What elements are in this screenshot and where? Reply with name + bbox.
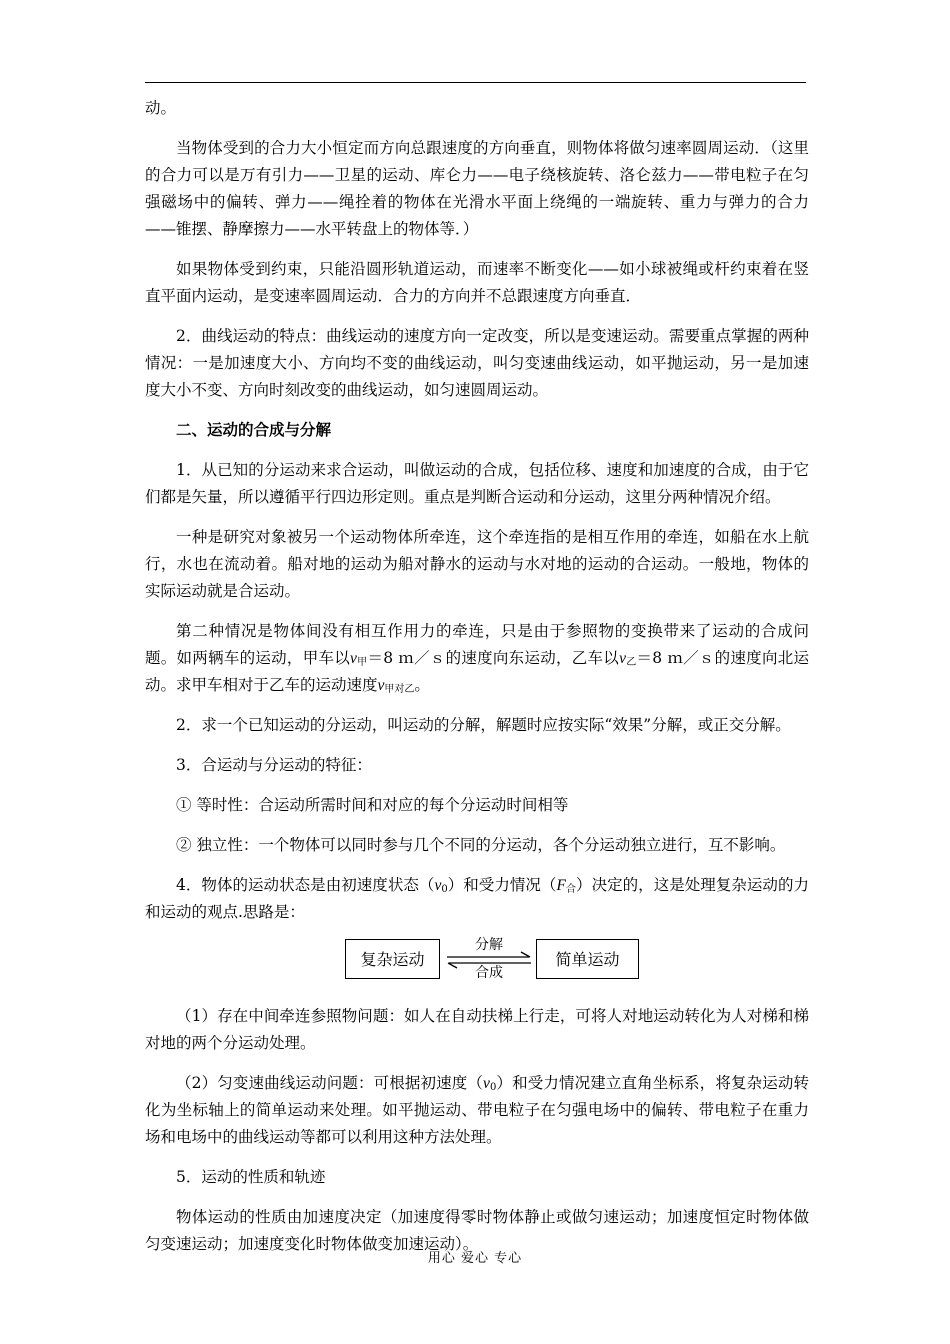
arrow-group xyxy=(445,939,533,985)
page-footer: 用心 爱心 专心 xyxy=(427,1251,523,1266)
force-symbol: F xyxy=(556,877,566,894)
document-body xyxy=(145,95,809,1271)
paragraph: 动。 xyxy=(145,99,177,117)
text: ＝8 ｍ／ｓ的速度向东运动，乙车以 xyxy=(367,649,620,667)
velocity-symbol: v xyxy=(434,877,442,894)
paragraph: ① 等时性：合运动所需时间和对应的每个分运动时间相等 xyxy=(176,796,569,814)
text: ）决定的，这是处理复杂运动的力和运动的观点.思路是： xyxy=(145,876,809,921)
subscript: 甲对乙 xyxy=(384,684,415,695)
paragraph: 2．曲线运动的特点：曲线运动的速度方向一定改变，所以是变速运动。需要重点掌握的两种情况：一是加速度大小、方向均不变的曲线运动，叫匀变速曲线运动，如平抛运动，另一是加速度大小不变、方向时刻改变的曲线运动，如匀速圆周运动。 xyxy=(145,327,809,399)
text: ＝8 ｍ／ｓ的速度向北运动。求甲车相对于乙车的运动速度 xyxy=(145,649,809,694)
subscript: 0 xyxy=(441,884,448,895)
text: ）和受力情况建立直角坐标系，将复杂运动转化为坐标轴上的简单运动来处理。如平抛运动、带电粒子在匀强电场中的偏转、带电粒子在重力场和电场中的曲线运动等都可以利用这种方法处理。 xyxy=(145,1074,809,1146)
section-heading: 二、运动的合成与分解 xyxy=(176,421,332,439)
paragraph: 一种是研究对象被另一个运动物体所牵连，这个牵连指的是相互作用的牵连，如船在水上航行，水也在流动着。船对地的运动为船对静水的运动与水对地的运动的合运动。一般地，物体的实际运动就是合运动。 xyxy=(145,528,809,600)
subscript: 合 xyxy=(565,884,577,895)
paragraph: 当物体受到的合力大小恒定而方向总跟速度的方向垂直，则物体将做匀速率圆周运动．（这里的合力可以是万有引力——卫星的运动、库仑力——电子绕核旋转、洛仑兹力——带电粒子在匀强磁场中的偏转、弹力——绳拴着的物体在光滑水平面上绕绳的一端旋转、重力与弹力的合力——锥摆、静摩擦力——水平转盘上的物体等．） xyxy=(145,139,809,238)
subscript: 甲 xyxy=(356,657,368,668)
paragraph: ② 独立性：一个物体可以同时参与几个不同的分运动，各个分运动独立进行，互不影响。 xyxy=(176,836,786,854)
paragraph: （1）存在中间牵连参照物问题：如人在自动扶梯上行走，可将人对地运动转化为人对梯和梯对地的两个分运动处理。 xyxy=(145,1007,809,1052)
complex-motion-box: 复杂运动 xyxy=(345,939,440,979)
text: 4．物体的运动状态是由初速度状态（ xyxy=(176,876,435,894)
text: 。 xyxy=(414,676,430,694)
decompose-label: 分解 xyxy=(475,937,503,953)
text: 第二种情况是物体间没有相互作用力的牵连，只是由于参照物的变换带来了运动的合成问题。如两辆车的运动，甲车以 xyxy=(145,622,809,667)
paragraph: 2．求一个已知运动的分运动，叫运动的分解，解题时应按实际“效果”分解，或正交分解。 xyxy=(176,716,791,734)
paragraph: 1．从已知的分运动来求合运动，叫做运动的合成，包括位移、速度和加速度的合成，由于它们都是矢量，所以遵循平行四边形定则。重点是判断合运动和分运动，这里分两种情况介绍。 xyxy=(145,461,809,506)
subscript: 0 xyxy=(489,1082,497,1093)
simple-motion-box: 简单运动 xyxy=(536,939,639,979)
velocity-symbol: v xyxy=(350,650,357,667)
paragraph xyxy=(145,618,809,699)
velocity-symbol: v xyxy=(619,650,626,667)
text: ）和受力情况（ xyxy=(447,876,557,894)
paragraph: 3．合运动与分运动的特征： xyxy=(176,756,372,774)
paragraph xyxy=(145,872,809,926)
compose-label: 合成 xyxy=(475,965,503,981)
decomposition-diagram xyxy=(145,939,809,985)
subscript: 乙 xyxy=(625,657,637,668)
text: （2）匀变速曲线运动问题：可根据初速度（ xyxy=(176,1074,484,1092)
paragraph: 物体运动的性质由加速度决定（加速度得零时物体静止或做匀速运动；加速度恒定时物体做匀变速运动；加速度变化时物体做变加速运动）。 xyxy=(145,1208,809,1253)
paragraph: 5．运动的性质和轨迹 xyxy=(176,1168,326,1186)
velocity-symbol: v xyxy=(377,677,385,694)
paragraph: 如果物体受到约束，只能沿圆形轨道运动，而速率不断变化——如小球被绳或杆约束着在竖直平面内运动，是变速率圆周运动．合力的方向并不总跟速度方向垂直． xyxy=(145,260,809,305)
header-rule xyxy=(145,82,806,83)
paragraph xyxy=(145,1070,809,1151)
velocity-symbol: v xyxy=(483,1075,490,1092)
